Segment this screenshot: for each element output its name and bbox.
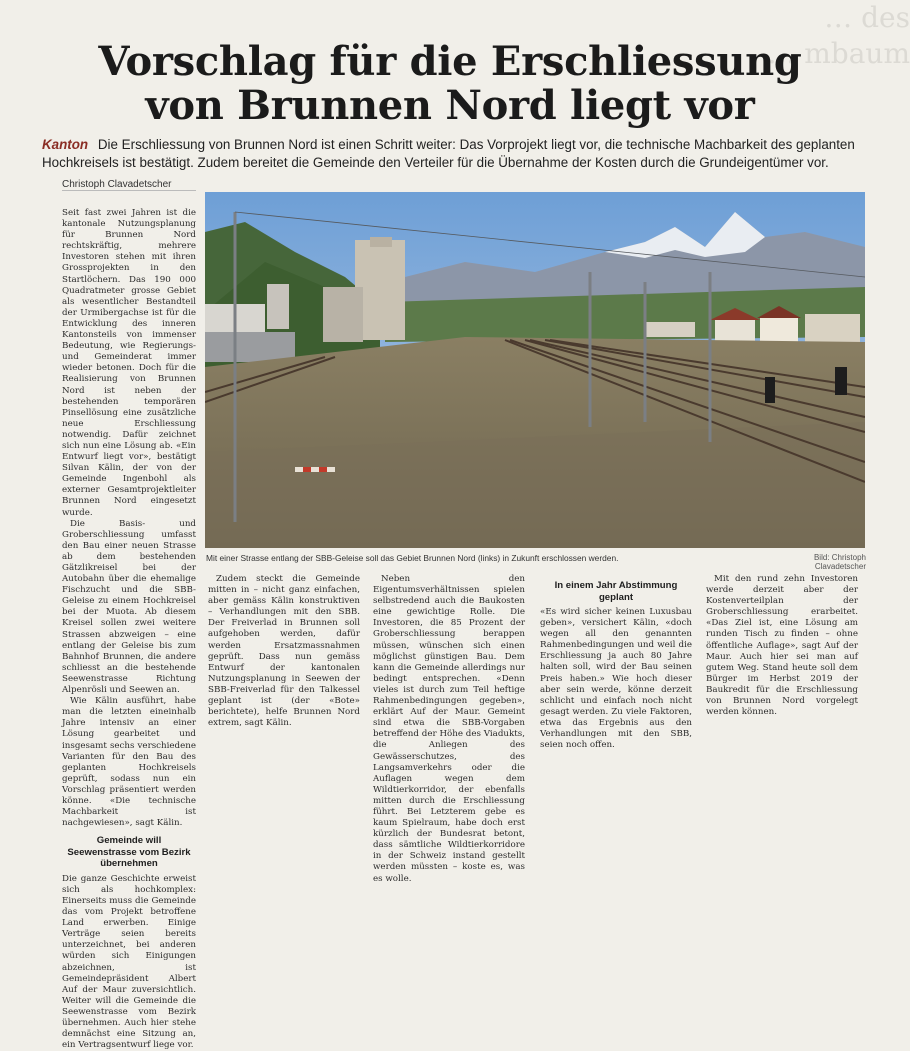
- adjacent-headline-line: … mbaum: [767, 37, 910, 70]
- photo-credit: Bild: Christoph Clavadetscher: [813, 553, 866, 571]
- author-byline: Christoph Clavadetscher: [62, 179, 172, 190]
- subheading: Gemeinde will Seewenstrasse vom Bezirk übernehmen: [67, 835, 191, 870]
- body-paragraph: Die Basis- und Groberschliessung umfasst den Bau einer neuen Strasse ab dem bestehenden Gätzlikreisel bei der Autobahn über die ehemalige Fischzucht und die SBB-Geleise zu einem Hochkreisel bei der Muota. Ab diesem Kreisel sollen zwei weitere Strassen abzweigen – eine entlang der Geleise bis zum Bahnhof Brunnen, die andere schliesst an die bestehende Seewenstrasse Richtung Alpenrösli und Seewen an.: [62, 518, 196, 696]
- railway-landscape-image: [205, 192, 865, 548]
- byline-rule: [62, 190, 196, 191]
- headline-line-2: von Brunnen Nord liegt vor: [145, 82, 755, 129]
- body-column-4: [540, 574, 692, 751]
- photo-caption: Mit einer Strasse entlang der SBB-Geleise soll das Gebiet Brunnen Nord (links) in Zukunft erschlossen werden.: [206, 553, 619, 563]
- body-column-2: [208, 574, 360, 729]
- subheading: In einem Jahr Abstimmung geplant: [554, 580, 678, 603]
- article-photo: [205, 192, 865, 548]
- section-label: Kanton: [42, 137, 89, 152]
- body-paragraph: Mit den rund zehn Investoren werde derzeit aber der Kostenverteilplan der Groberschliessung erarbeitet. «Das Ziel ist, eine Lösung am runden Tisch zu finden – ohne öffentliche Auflage», sagt Auf der Maur. Auch hier sei man auf gutem Weg. Stand heute soll dem Bürger im Herbst 2019 der Baukredit für die Erschliessung von Brunnen Nord vorgelegt werden können.: [706, 574, 858, 718]
- headline-line-1: Vorschlag für die Erschliessung: [98, 38, 802, 85]
- body-paragraph: Die ganze Geschichte erweist sich als hochkomplex: Einerseits muss die Gemeinde das vom Projekt betroffene Land erwerben. Einige Verträge seien bereits unterzeichnet, bei anderen würden sich Einigungen abzeichnen, ist Gemeindepräsident Albert Auf der Maur zuversichtlich. Weiter will die Gemeinde die Seewenstrasse vom Bezirk übernehmen. Auch hier stehe demnächst eine Sitzung an, ein Vertragsentwurf liege vor.: [62, 873, 196, 1051]
- article-lead: [42, 136, 892, 172]
- body-paragraph: «Es wird sicher keinen Luxusbau geben», versichert Kälin, «doch wegen all den genannten Rahmenbedingungen und weil die Erschliessung ja auch 80 Jahre halten soll, wird der Bau seinen Preis haben.» Wie hoch dieser aber sein werde, könne derzeit schlicht und einfach noch nicht gesagt werden. Zu viele Faktoren, etwa das Ergebnis aus den Verhandlungen mit den SBB, seien noch offen.: [540, 607, 692, 751]
- lead-text: Die Erschliessung von Brunnen Nord ist einen Schritt weiter: Das Vorprojekt liegt vor, die technische Machbarkeit des geplanten Hochkreisels ist bestätigt. Zudem bereitet die Gemeinde den Verteiler für die Übernahme der Kosten durch die Grundeigentümer vor.: [42, 137, 855, 170]
- body-column-5: [706, 574, 858, 718]
- body-paragraph: Neben den Eigentumsverhältnissen spielen selbstredend auch die Baukosten eine gewichtige Rolle. Die Investoren, die 85 Prozent der Groberschliessung berappen müssen, wünschen sich einen möglichst günstigen Bau. Dem kann die Gemeinde allerdings nur bedingt entsprechen. «Denn vieles ist durch zum Teil heftige Rahmenbedingungen gegeben», erklärt Auf der Maur. Gemeint sind etwa die SBB-Vorgaben betreffend der Höhe des Viadukts, die Anliegen des Gewässerschutzes, des Langsamverkehrs oder die Auflagen wegen dem Wildtierkorridor, der ebenfalls mitten durch die Erschliessung führt. Bei Letzterem gebe es kaum Spielraum, habe doch erst kürzlich der Bundesrat betont, dass sämtliche Wildtierkorridore in der Schweiz instand gestellt werden müssten – koste es, was es wolle.: [373, 574, 525, 884]
- body-paragraph: Zudem steckt die Gemeinde mitten in – nicht ganz einfachen, aber gemäss Kälin konstruktiven – Verhandlungen mit den SBB. Der Freiverlad in Brunnen soll aufgehoben werden, dafür werden Ersatzmassnahmen geprüft. Dass nun gemäss Entwurf der kantonalen Nutzungsplanung in Seewen der SBB-Freiverlad für den Talkessel geplant ist (der «Bote» berichtete), helfe Brunnen Nord extrem, sagt Kälin.: [208, 574, 360, 729]
- body-column-3: [373, 574, 525, 885]
- article-headline: [40, 40, 860, 128]
- adjacent-headline-line: … des: [824, 1, 910, 34]
- body-column-1: [62, 208, 196, 1051]
- body-paragraph: Wie Kälin ausführt, habe man die letzten eineinhalb Jahre intensiv an einer Lösung gearbeitet und insgesamt sechs verschiedene Varianten für den Bau des geplanten Hochkreisels geprüft, sodass nun ein Vorschlag präsentiert werden könne. «Die technische Machbarkeit ist nachgewiesen», sagt Kälin.: [62, 696, 196, 829]
- body-paragraph: Seit fast zwei Jahren ist die kantonale Nutzungsplanung für Brunnen Nord rechtskräftig, mehrere Investoren stehen mit ihren Grossprojekten in den Startlöchern. Das 190 000 Quadratmeter grosse Gebiet als wesentlicher Bestandteil der Urmibergachse ist für die Entwicklung des inneren Kantonsteils von immenser Bedeutung, wie Regierungs- und Gemeinderat immer wieder betonen. Doch für die Realisierung von Brunnen Nord ist neben der bestehenden temporären Pinsellösung eine zusätzliche neue Erschliessung notwendig. Dafür zeichnet sich nun eine Lösung ab. «Ein Entwurf liegt vor», bestätigt Silvan Kälin, der von der Gemeinde Ingenbohl als externer Gesamtprojektleiter Brunnen Nord eingesetzt wurde.: [62, 208, 196, 518]
